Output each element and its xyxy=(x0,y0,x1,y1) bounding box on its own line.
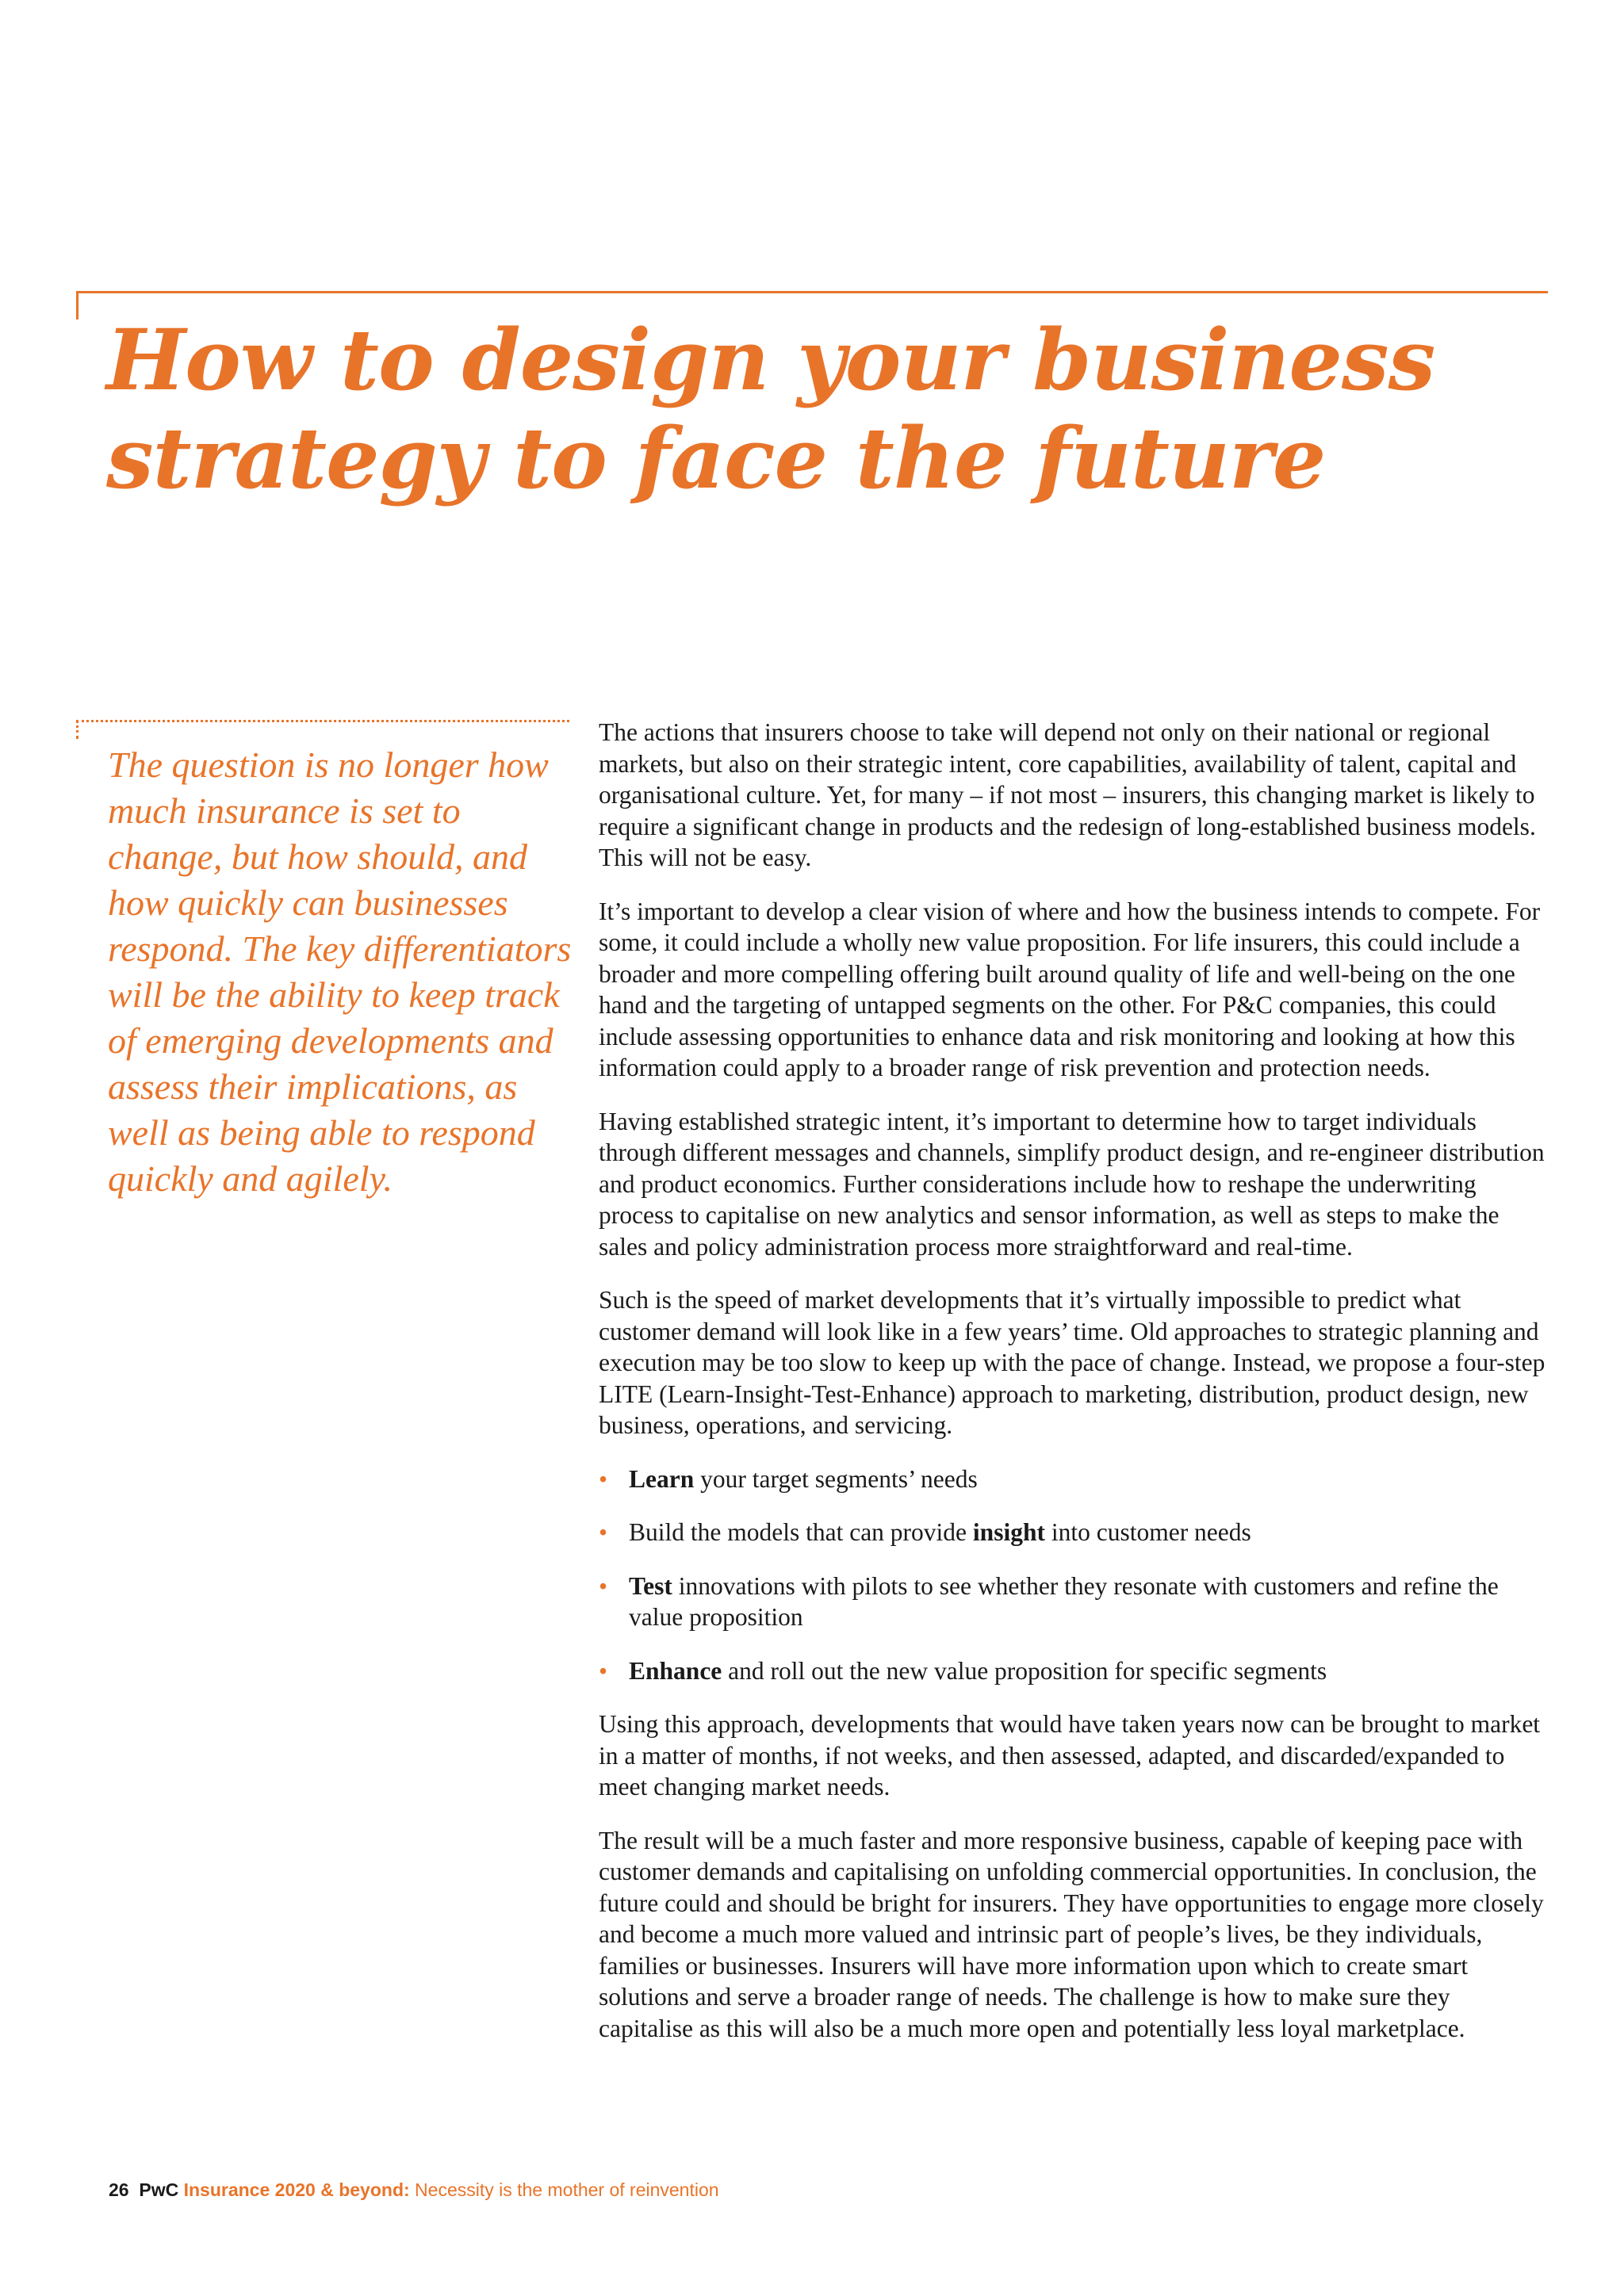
bullet-keyword: Learn xyxy=(629,1464,695,1493)
page-footer xyxy=(109,2178,719,2202)
bullet-icon: • xyxy=(599,1571,608,1600)
bullet-keyword: insight xyxy=(972,1518,1045,1546)
bullet-text-after: and roll out the new value proposition for specific segments xyxy=(722,1656,1327,1685)
pullquote-rule xyxy=(76,720,569,722)
list-item-learn xyxy=(599,1464,1550,1495)
pullquote-rule-tick xyxy=(76,720,79,739)
bullet-text-after: innovations with pilots to see whether they resonate with customers and refine the value proposition xyxy=(629,1571,1499,1631)
footer-brand: PwC xyxy=(139,2179,179,2200)
body-paragraph: The result will be a much faster and more responsive business, capable of keeping pace with customer demands and capitalising on unfolding commercial opportunities. In conclusion, the future could and should be bright for insurers. They have opportunities to engage more closely and become a much more valued and intrinsic part of people’s lives, be they individuals, families or businesses. Insurers will have more information upon which to create smart solutions and serve a broader range of needs. The challenge is how to make sure they capitalise as this will also be a much more open and potentially less loyal marketplace. xyxy=(599,1826,1544,2042)
title-rule xyxy=(76,291,1548,293)
bullet-text-before: Build the models that can provide xyxy=(629,1518,973,1546)
page-number: 26 xyxy=(109,2179,129,2200)
body-paragraph: Such is the speed of market developments that it’s virtually impossible to predict what customer demand will look like in a few years’ time. Old approaches to strategic planning and execution may be too slow to keep up with the pace of change. Instead, we propose a four-step LITE (Learn-Insight-Test-Enhance) approach to marketing, distribution, product design, new business, operations, and servicing. xyxy=(599,1286,1545,1439)
list-item-test xyxy=(599,1571,1550,1633)
bullet-keyword: Test xyxy=(629,1571,672,1600)
body-paragraph: Having established strategic intent, it’s important to determine how to target individuals through different messages and channels, simplify product design, and re-engineer distribution and product economics. Further considerations include how to reshape the underwriting process to capitalise on new analytics and sensor information, as well as steps to make the sales and policy administration process more straightforward and real-time. xyxy=(599,1107,1545,1261)
body-paragraph: The actions that insurers choose to take will depend not only on their national or regional markets, but also on their strategic intent, core capabilities, availability of talent, capital and organisational culture. Yet, for many – if not most – insurers, this changing market is likely to require a significant change in products and the redesign of long-established business models. This will not be easy. xyxy=(599,718,1536,871)
list-item-insight xyxy=(599,1517,1550,1548)
title-rule-tick xyxy=(76,291,79,320)
body-column xyxy=(599,717,1550,2066)
footer-publication: Insurance 2020 & beyond: xyxy=(183,2179,410,2200)
body-paragraph: It’s important to develop a clear vision of where and how the business intends to compete. For some, it could include a wholly new value proposition. For life insurers, this could include a broader and more compelling offering built around quality of life and well-being on the one hand and the targeting of untapped segments on the other. For P&C companies, this could include assessing opportunities to enhance data and risk monitoring and looking at how this information could apply to a broader range of risk prevention and protection needs. xyxy=(599,897,1541,1081)
lite-steps-list xyxy=(599,1464,1550,1687)
pullquote: The question is no longer how much insurance is set to change, but how should, and how quickly can businesses respond. The key differentiators will be the ability to keep track of emerging developments and assess their implications, as well as being able to respond quickly and agilely. xyxy=(108,744,572,1199)
bullet-text-after: your target segments’ needs xyxy=(694,1464,978,1493)
body-paragraph: Using this approach, developments that would have taken years now can be brought to market in a matter of months, if not weeks, and then assessed, adapted, and discarded/expanded to meet changing market needs. xyxy=(599,1710,1541,1800)
bullet-keyword: Enhance xyxy=(629,1656,722,1685)
footer-subtitle: Necessity is the mother of reinvention xyxy=(415,2179,719,2200)
list-item-enhance xyxy=(599,1655,1550,1687)
bullet-icon: • xyxy=(599,1464,608,1493)
bullet-text-after: into customer needs xyxy=(1044,1518,1251,1546)
bullet-icon: • xyxy=(599,1656,608,1685)
page-title: How to design your business strategy to face the future xyxy=(106,310,1435,507)
bullet-icon: • xyxy=(599,1518,608,1546)
